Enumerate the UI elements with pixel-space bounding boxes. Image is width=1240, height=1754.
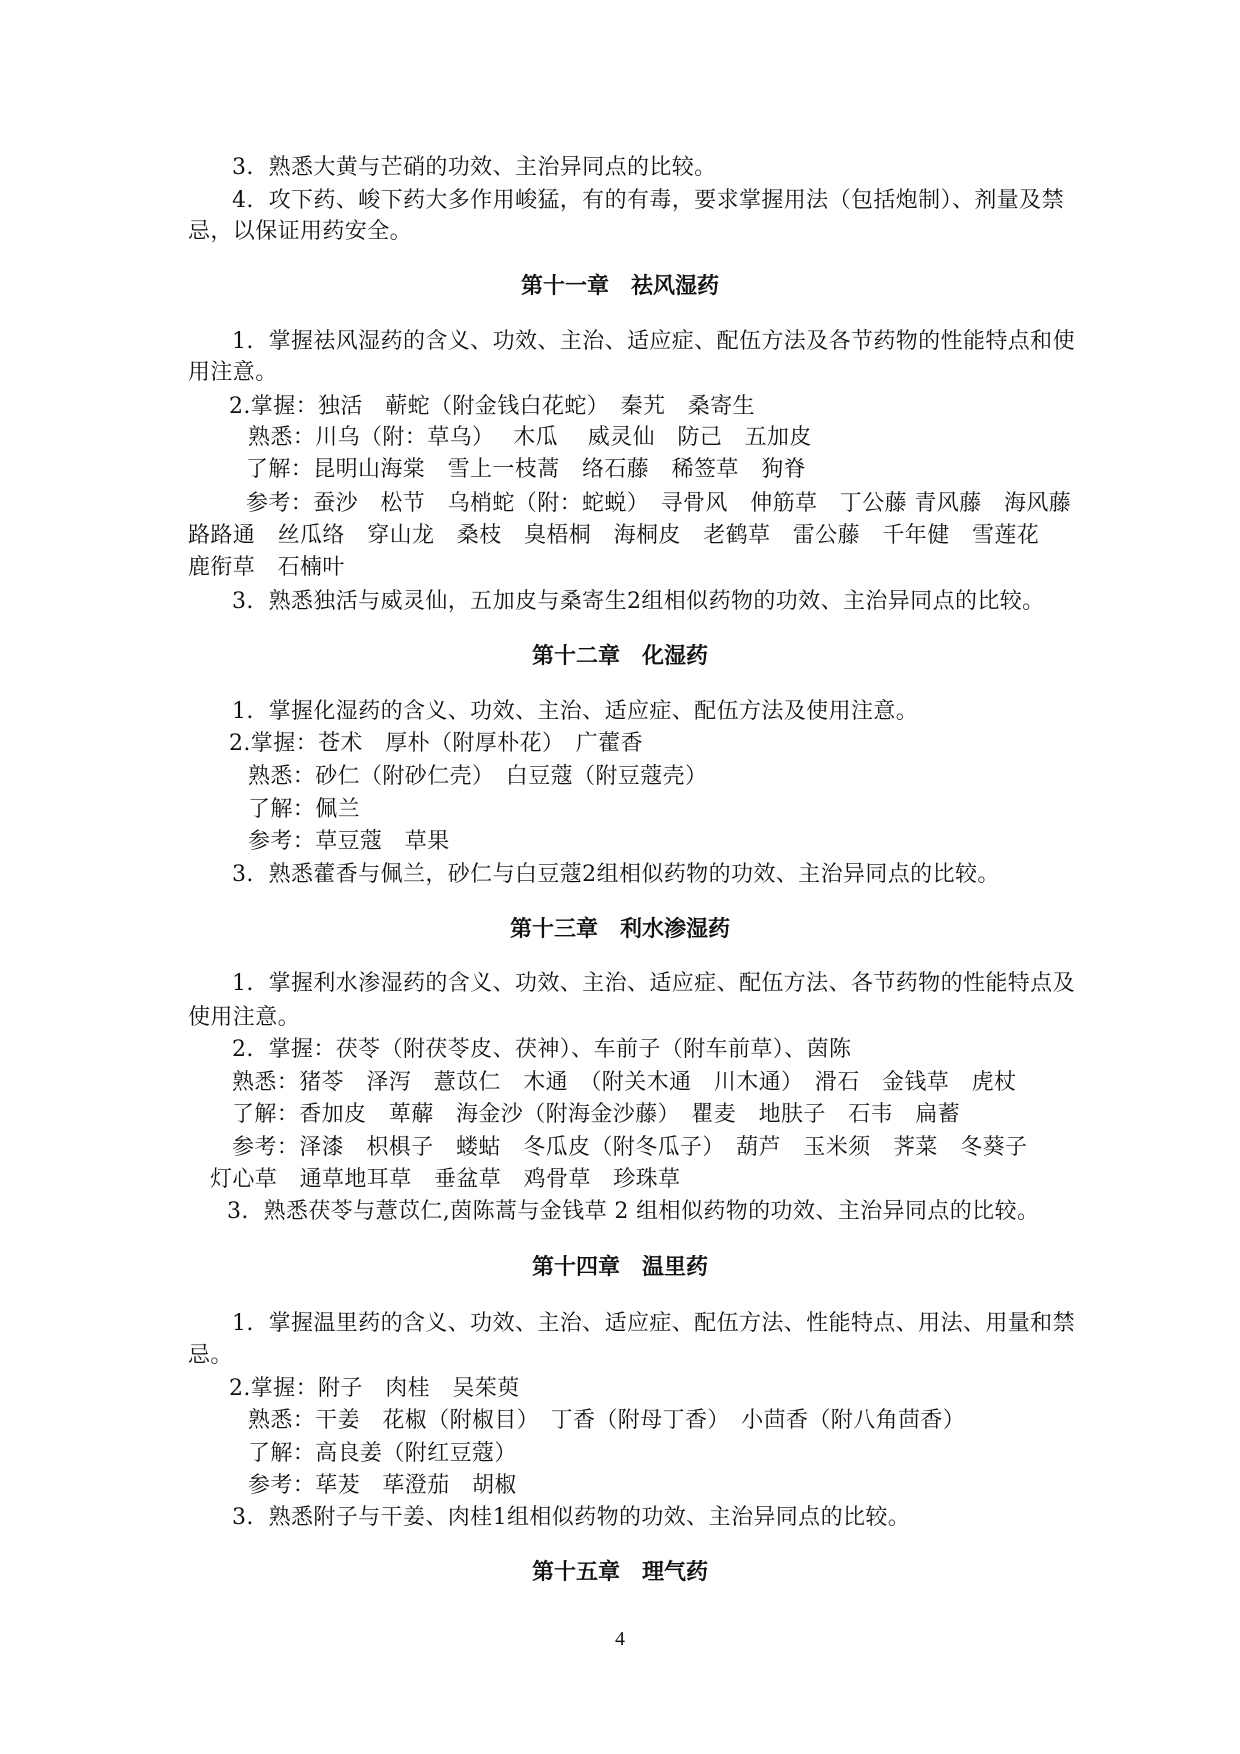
page-number: 4 bbox=[615, 1628, 625, 1650]
chapter-11-line: 参考：蚕沙 松节 乌梢蛇（附：蛇蜕） 寻骨风 伸筋草 丁公藤 青风藤 海风藤 bbox=[246, 491, 1072, 516]
chapter-12-line: 熟悉：砂仁（附砂仁壳） 白豆蔻（附豆蔻壳） bbox=[248, 764, 708, 789]
chapter-13-line: 1. 掌握利水渗湿药的含义、功效、主治、适应症、配伍方法、各节药物的性能特点及 bbox=[232, 971, 1075, 996]
chapter-11-line: 2.掌握：独活 蕲蛇（附金钱白花蛇） 秦艽 桑寄生 bbox=[229, 394, 755, 419]
chapter-13-line: 了解：香加皮 萆薢 海金沙（附海金沙藤） 瞿麦 地肤子 石韦 扁蓄 bbox=[232, 1102, 961, 1127]
chapter-14-line: 熟悉：干姜 花椒（附椒目） 丁香（附母丁香） 小茴香（附八角茴香） bbox=[248, 1408, 966, 1433]
chapter-14-line: 参考：荜茇 荜澄茄 胡椒 bbox=[248, 1473, 517, 1498]
chapter-11-line: 了解：昆明山海棠 雪上一枝蒿 络石藤 稀签草 狗脊 bbox=[246, 457, 807, 482]
chapter-11-line: 1. 掌握祛风湿药的含义、功效、主治、适应症、配伍方法及各节药物的性能特点和使 bbox=[232, 329, 1075, 354]
chapter-13-line: 灯心草 通草地耳草 垂盆草 鸡骨草 珍珠草 bbox=[210, 1167, 681, 1192]
chapter-13-line: 使用注意。 bbox=[188, 1005, 301, 1030]
chapter-11-line: 3. 熟悉独活与威灵仙，五加皮与桑寄生2组相似药物的功效、主治异同点的比较。 bbox=[232, 589, 1045, 614]
chapter-12-line: 参考：草豆蔻 草果 bbox=[248, 829, 450, 854]
chapter-13-line: 参考：泽漆 枳椇子 蝼蛄 冬瓜皮（附冬瓜子） 葫芦 玉米须 荠菜 冬葵子 bbox=[232, 1135, 1028, 1160]
chapter-12-heading: 第十二章 化湿药 bbox=[531, 644, 708, 669]
intro-line-2: 4. 攻下药、峻下药大多作用峻猛，有的有毒，要求掌握用法（包括炮制）、剂量及禁 bbox=[232, 188, 1064, 213]
chapter-15-heading: 第十五章 理气药 bbox=[531, 1560, 708, 1585]
chapter-14-line: 1. 掌握温里药的含义、功效、主治、适应症、配伍方法、性能特点、用法、用量和禁 bbox=[232, 1311, 1075, 1336]
chapter-14-line: 2.掌握：附子 肉桂 吴茱萸 bbox=[229, 1376, 520, 1401]
chapter-12-line: 了解：佩兰 bbox=[248, 797, 361, 822]
chapter-14-heading: 第十四章 温里药 bbox=[531, 1255, 708, 1280]
chapter-11-line: 熟悉：川乌（附：草乌） 木瓜 威灵仙 防己 五加皮 bbox=[248, 425, 812, 450]
chapter-13-line: 2. 掌握：茯苓（附茯苓皮、茯神）、车前子（附车前草）、茵陈 bbox=[232, 1037, 852, 1062]
chapter-12-line: 3. 熟悉藿香与佩兰，砂仁与白豆蔻2组相似药物的功效、主治异同点的比较。 bbox=[232, 862, 1000, 887]
chapter-11-line: 路路通 丝瓜络 穿山龙 桑枝 臭梧桐 海桐皮 老鹤草 雷公藤 千年健 雪莲花 bbox=[188, 523, 1040, 548]
intro-line-3: 忌，以保证用药安全。 bbox=[188, 219, 413, 244]
chapter-13-line: 熟悉：猪苓 泽泻 薏苡仁 木通 （附关木通 川木通） 滑石 金钱草 虎杖 bbox=[232, 1070, 1017, 1095]
chapter-14-line: 3. 熟悉附子与干姜、肉桂1组相似药物的功效、主治异同点的比较。 bbox=[232, 1505, 911, 1530]
intro-line-1: 3. 熟悉大黄与芒硝的功效、主治异同点的比较。 bbox=[232, 155, 717, 180]
chapter-14-line: 忌。 bbox=[188, 1343, 233, 1368]
chapter-12-line: 1. 掌握化湿药的含义、功效、主治、适应症、配伍方法及使用注意。 bbox=[232, 699, 919, 724]
chapter-11-heading: 第十一章 祛风湿药 bbox=[520, 274, 719, 299]
chapter-11-line: 用注意。 bbox=[188, 360, 278, 385]
chapter-11-line: 鹿衔草 石楠叶 bbox=[188, 555, 345, 580]
chapter-12-line: 2.掌握：苍术 厚朴（附厚朴花） 广藿香 bbox=[229, 731, 643, 756]
chapter-13-line: 3. 熟悉茯苓与薏苡仁,茵陈蒿与金钱草 2 组相似药物的功效、主治异同点的比较。 bbox=[227, 1199, 1040, 1224]
chapter-13-heading: 第十三章 利水渗湿药 bbox=[509, 917, 730, 942]
chapter-14-line: 了解：高良姜（附红豆蔻） bbox=[248, 1441, 517, 1466]
